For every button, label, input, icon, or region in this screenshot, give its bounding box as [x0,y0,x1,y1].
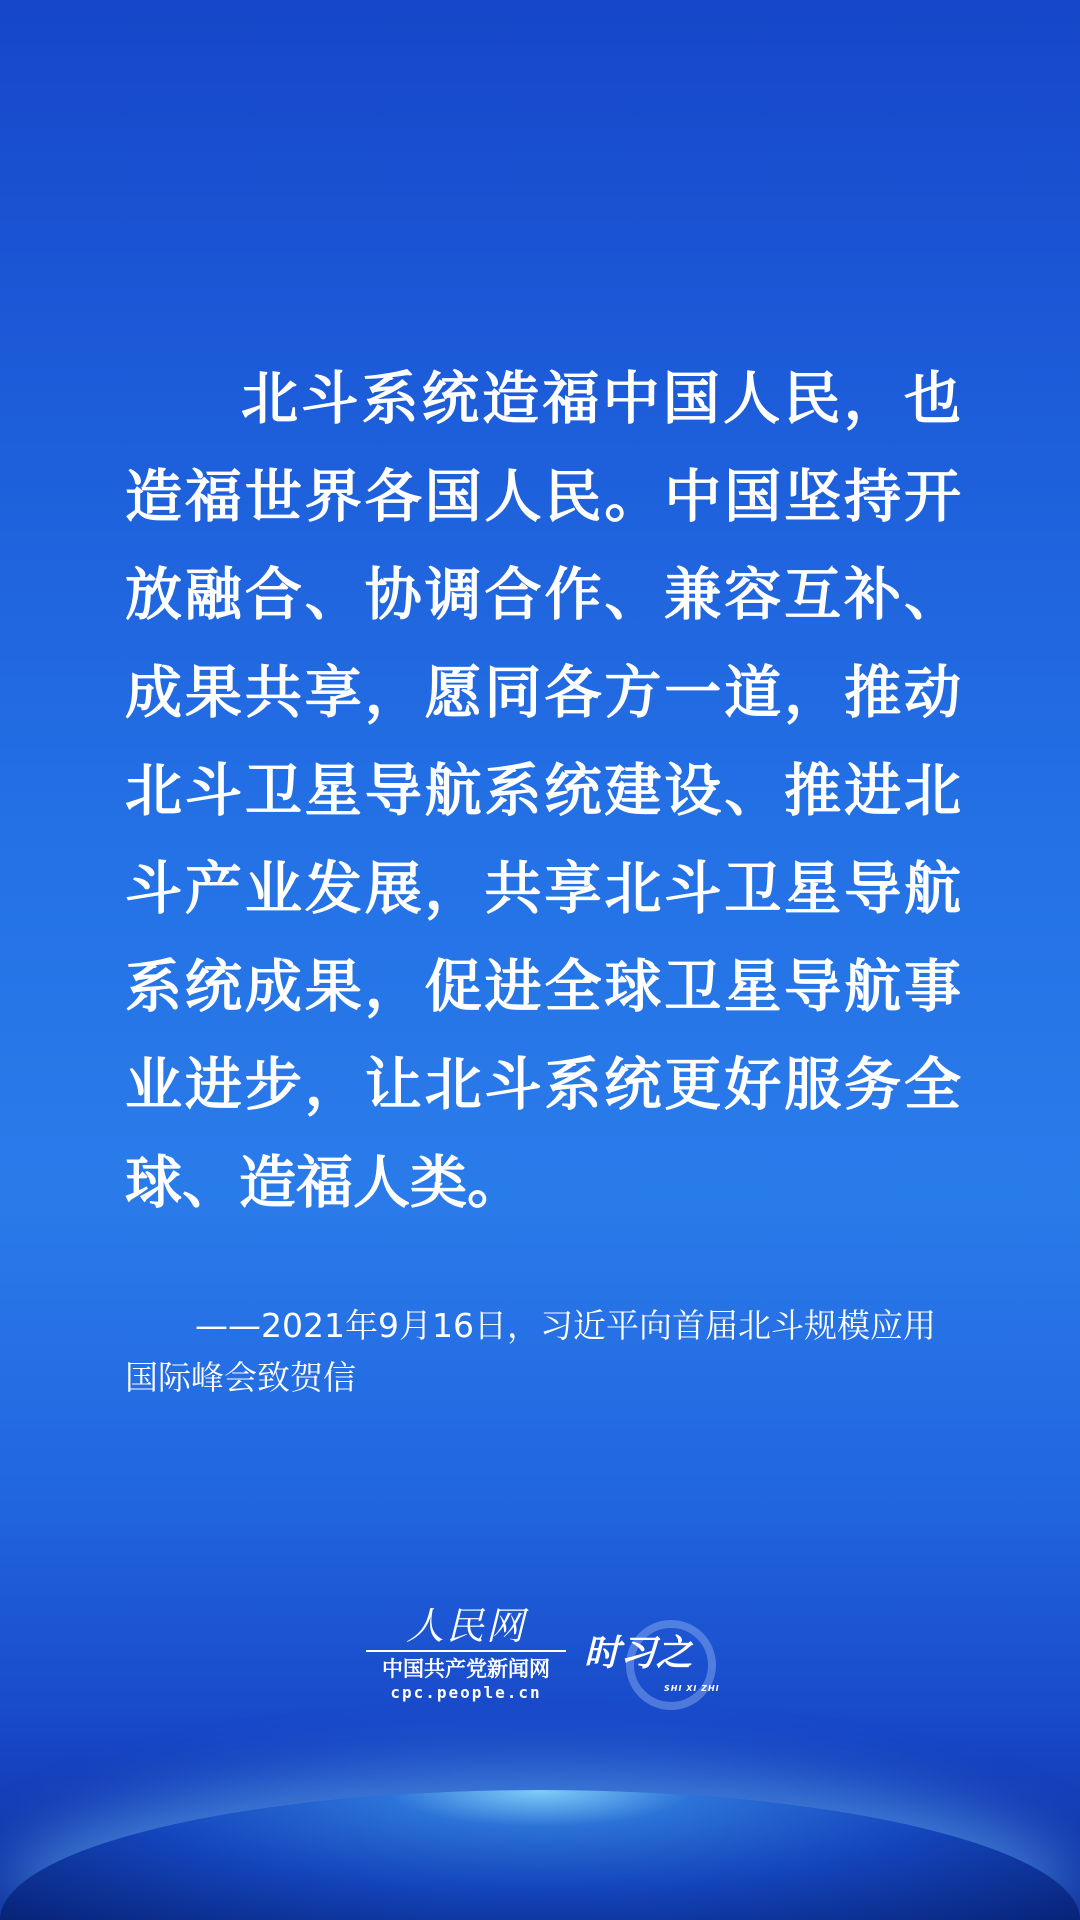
people-daily-script: 人民网 [405,1604,526,1648]
earth-horizon-glow [0,1790,1080,1920]
logo-bar [366,1604,726,1724]
quote-line: 北斗卫星导航系统建设、推进北 [125,758,961,824]
quote-line: 放融合、协调合作、兼容互补、 [125,562,961,628]
citation-line: ——2021年9月16日，习近平向首届北斗规模应用 [195,1306,936,1345]
people-daily-logo [366,1604,566,1704]
quote-line: 球、造福人类。 [125,1150,524,1216]
people-daily-name: 中国共产党新闻网 [382,1657,550,1681]
shixizhi-title: 时习之 [584,1633,693,1674]
shixizhi-pinyin: SHI XI ZHI [664,1684,720,1693]
divider [366,1650,566,1652]
quote-line: 系统成果，促进全球卫星导航事 [125,954,961,1020]
quote-text [125,350,961,1232]
quote-line: 成果共享，愿同各方一道，推动 [125,660,961,726]
quote-line: 斗产业发展，共享北斗卫星导航 [125,856,961,922]
quote-line: 造福世界各国人民。中国坚持开 [125,464,961,530]
quote-line: 北斗系统造福中国人民，也 [241,366,961,432]
citation [125,1300,961,1404]
citation-line: 国际峰会致贺信 [125,1358,356,1397]
shixizhi-logo [584,1614,724,1718]
quote-line: 业进步，让北斗系统更好服务全 [125,1052,961,1118]
people-daily-url: cpc.people.cn [390,1683,542,1702]
